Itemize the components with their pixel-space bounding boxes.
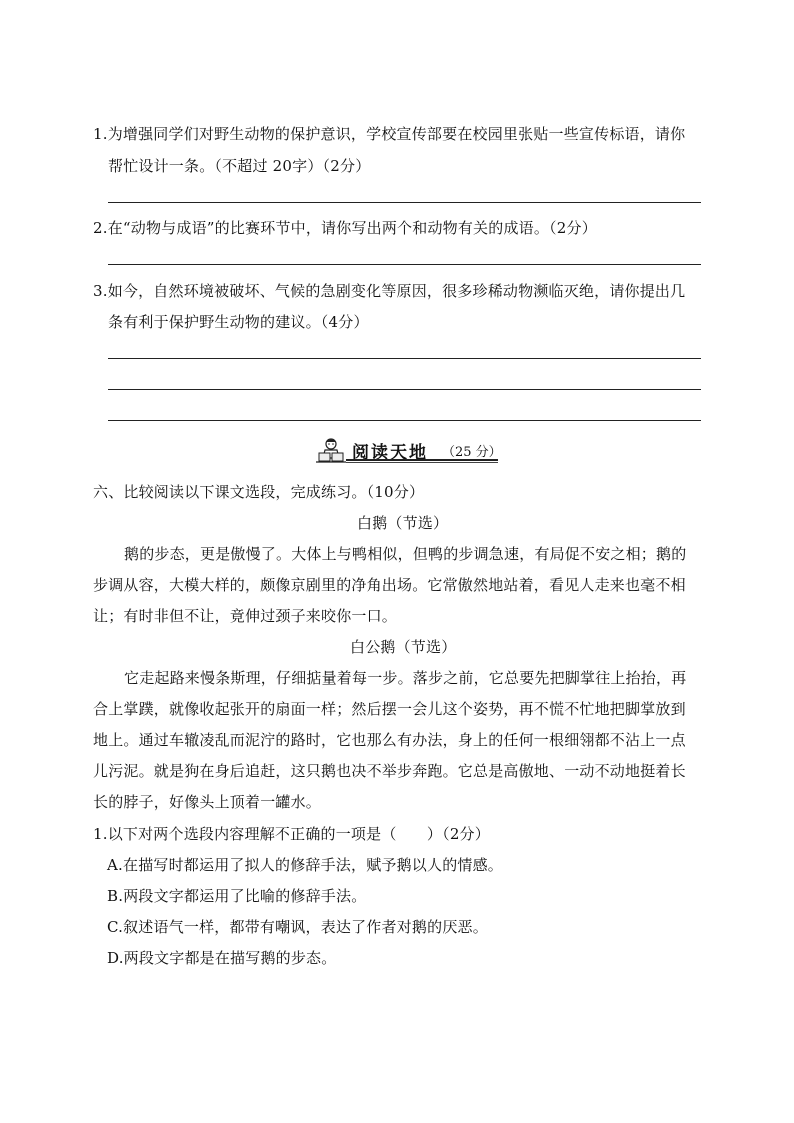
option-c[interactable]: C.叙述语气一样，都带有嘲讽，表达了作者对鹅的厌恶。: [107, 918, 488, 936]
option-a[interactable]: A.在描写时都运用了拟人的修辞手法，赋予鹅以人的情感。: [107, 856, 504, 874]
passage-2-line: 儿污泥。就是狗在身后追赶，这只鹅也决不举步奔跑。它总是高傲地、一动不动地挺着长: [93, 762, 686, 780]
passage-2-line: 地上。通过车辙凌乱而泥泞的路时，它也那么有办法，身上的任何一根细翎都不沾上一点: [93, 731, 686, 749]
passage-1-line: 鹅的步态，更是傲慢了。大体上与鸭相似，但鸭的步调急速，有局促不安之相；鹅的: [124, 545, 687, 563]
answer-line: [108, 358, 701, 359]
question-3-text-line1: 3.如今，自然环境被破坏、气候的急剧变化等原因，很多珍稀动物濒临灭绝，请你提出几: [93, 282, 686, 300]
section-banner-title: 阅读天地: [352, 443, 428, 463]
answer-line: [108, 389, 701, 390]
question-1-text-line2: 帮忙设计一条。（不超过 20字）（2分）: [108, 157, 371, 175]
question-3-text-line2: 条有利于保护野生动物的建议。（4分）: [108, 313, 369, 331]
passage-2-line: 长的脖子，好像头上顶着一罐水。: [93, 793, 322, 811]
question-6-1-stem: 1.以下对两个选段内容理解不正确的一项是（ ）（2分）: [93, 825, 490, 843]
question-2-text: 2.在“动物与成语”的比赛环节中，请你写出两个和动物有关的成语。（2分）: [93, 219, 597, 237]
passage-1-line: 步调从容，大模大样的，颇像京剧里的净角出场。它常傲然地站着，看见人走来也毫不相: [93, 576, 686, 594]
question-1-text-line1: 1.为增强同学们对野生动物的保护意识，学校宣传部要在校园里张贴一些宣传标语，请你: [93, 125, 686, 143]
passage-2-title: 白公鹅（节选）: [350, 638, 457, 656]
answer-line: [108, 264, 701, 265]
reading-kid-icon: [316, 436, 346, 464]
answer-line: [108, 420, 701, 421]
passage-2-line: 它走起路来慢条斯理，仔细掂量着每一步。落步之前，它总要先把脚掌往上抬抬，再: [124, 669, 687, 687]
option-b[interactable]: B.两段文字都运用了比喻的修辞手法。: [107, 887, 367, 905]
passage-1-title: 白鹅（节选）: [357, 514, 449, 532]
option-d[interactable]: D.两段文字都是在描写鹅的步态。: [107, 949, 337, 967]
answer-line: [108, 202, 701, 203]
passage-1-line: 让；有时非但不让，竟伸过颈子来咬你一口。: [93, 607, 398, 625]
section-6-heading: 六、比较阅读以下课文选段，完成练习。（10分）: [93, 483, 425, 501]
banner-underline: [346, 462, 498, 463]
section-banner: [316, 436, 500, 464]
passage-2-line: 合上掌蹼，就像收起张开的扇面一样；然后摆一会儿这个姿势，再不慌不忙地把脚掌放到: [93, 700, 686, 718]
section-banner-score: （25 分）: [442, 445, 502, 460]
banner-underline: [346, 459, 498, 461]
